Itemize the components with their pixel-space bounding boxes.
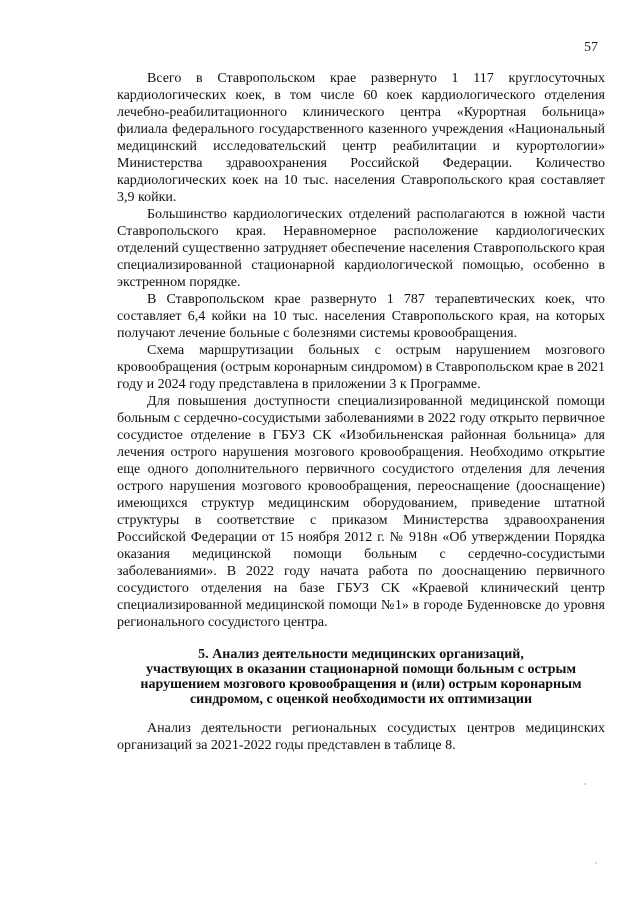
section-heading xyxy=(117,647,605,707)
paragraph-vascular-department: Для повышения доступности специализированной медицинской помощи больным с сердечно-сосудистыми заболеваниями в 2022 году открыто первичное сосудистое отделение в ГБУЗ СК «Изобильненская районная больница» для лечения острого нарушения мозгового кровообращения. Необходимо открытие еще одного дополнительного первичного сосудистого отделения для лечения острого нарушения мозгового кровообращения, переоснащение (дооснащение) имеющихся структур медицинским оборудованием, приведение штатной структуры в соответствие с приказом Министерства здравоохранения Российской Федерации от 15 ноября 2012 г. № 918н «Об утверждении Порядка оказания медицинской помощи больным с сердечно-сосудистыми заболеваниями». В 2022 году начата работа по дооснащению первичного сосудистого отделения на базе ГБУЗ СК «Краевой клинический центр специализированной медицинской помощи №1» в городе Буденновске до уровня регионального сосудистого центра. xyxy=(117,394,605,630)
paragraph-therapeutic-beds: В Ставропольском крае развернуто 1 787 терапевтических коек, что составляет 6,4 койки на 10 тыс. населения Ставропольского края, на которых получают лечение больные с болезнями системы кровообращения. xyxy=(117,292,605,341)
paragraph-department-distribution: Большинство кардиологических отделений располагаются в южной части Ставропольского края. Неравномерное расположение кардиологических отделений существенно затрудняет обеспечение населения Ставропольского края специализированной стационарной кардиологической помощью, особенно в экстренном порядке. xyxy=(117,207,605,290)
section-heading-line: нарушением мозгового кровообращения и (или) острым коронарным xyxy=(140,677,582,692)
paragraph-cardiology-beds: Всего в Ставропольском крае развернуто 1 117 круглосуточных кардиологических коек, в том числе 60 коек кардиологического отделения лечебно-реабилитационного клинического центра «Курортная больница» филиала федерального государственного казенного учреждения «Национальный медицинский исследовательский центр реабилитации и курортологии» Министерства здравоохранения Российской Федерации. Количество кардиологических коек на 10 тыс. населения Ставропольского края составляет 3,9 койки. xyxy=(117,71,605,205)
section-heading-line: 5. Анализ деятельности медицинских организаций, xyxy=(198,647,524,662)
closing-text xyxy=(117,720,605,754)
section-heading-line: участвующих в оказании стационарной помощи больным с острым xyxy=(146,662,576,677)
scan-speck xyxy=(595,862,597,864)
page-number: 57 xyxy=(584,40,598,55)
paragraph-table-reference: Анализ деятельности региональных сосудистых центров медицинских организаций за 2021-2022 годы представлен в таблице 8. xyxy=(117,721,605,753)
scan-speck xyxy=(584,783,586,785)
paragraph-routing-scheme: Схема маршрутизации больных с острым нарушением мозгового кровообращения (острым коронарным синдромом) в Ставропольском крае в 2021 году и 2024 году представлена в приложении 3 к Программе. xyxy=(117,343,605,392)
section-heading-line: синдромом, с оценкой необходимости их оптимизации xyxy=(189,692,533,707)
body-text xyxy=(117,70,605,631)
